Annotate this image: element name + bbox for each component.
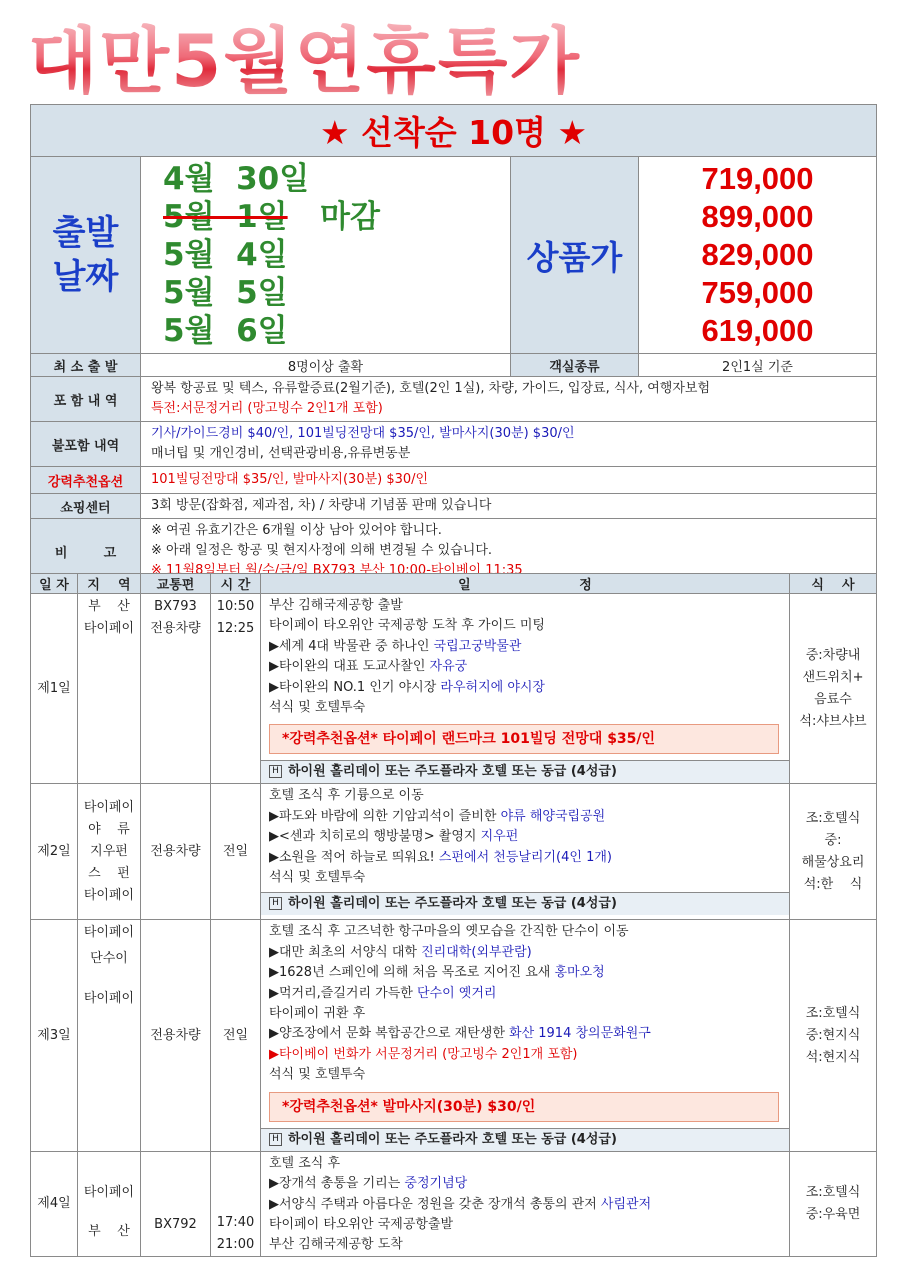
region: 타이페이 bbox=[83, 621, 135, 636]
itinerary-table bbox=[30, 573, 877, 1257]
transport: 전용차량 bbox=[141, 920, 211, 1151]
attraction: 홍마오청 bbox=[554, 965, 605, 981]
attraction: 사림관저 bbox=[600, 1196, 652, 1212]
meal: 샌드위치+ bbox=[802, 669, 864, 685]
recommended-option-value: 101빌딩전망대 $35/인, 발마사지(30분) $30/인 bbox=[141, 467, 877, 494]
region: 타이페이 bbox=[83, 799, 135, 815]
itinerary-line: 석식 및 호텔투숙 bbox=[269, 870, 366, 886]
time: 10:50 bbox=[216, 599, 255, 614]
shopping-label: 쇼핑센터 bbox=[31, 494, 141, 519]
min-departure-label: 최 소 출 발 bbox=[31, 354, 141, 377]
region: 단수이 bbox=[90, 951, 128, 967]
attraction: 중정기념당 bbox=[404, 1176, 468, 1192]
meal: 중:현지식 bbox=[805, 1027, 861, 1043]
day-row bbox=[31, 594, 877, 784]
price-value: 619,000 bbox=[701, 313, 814, 348]
price-value: 899,000 bbox=[701, 199, 814, 234]
option-box: *강력추천옵션* 발마사지(30분) $30/인 bbox=[269, 1092, 779, 1122]
itinerary-line: ▶대만 최초의 서양식 대학 진리대학(외부관람) bbox=[269, 944, 532, 960]
shopping-value: 3회 방문(잡화점, 제과점, 차) / 차량내 기념품 판매 있습니다 bbox=[141, 494, 877, 519]
itinerary-cell bbox=[261, 1151, 790, 1256]
meal: 해물상요리 bbox=[801, 854, 865, 870]
hotel-line: H 하이원 홀리데이 또는 주도플라자 호텔 또는 동급 (4성급) bbox=[261, 892, 789, 915]
region: 타이페이 bbox=[83, 991, 135, 1007]
itinerary-line: ▶서양식 주택과 아름다운 정원을 갖춘 장개석 총통의 관저 사림관저 bbox=[269, 1196, 652, 1212]
included-cell bbox=[141, 377, 877, 422]
region: 스 펀 bbox=[88, 865, 130, 881]
time: 전일 bbox=[211, 920, 261, 1151]
itinerary-line: 타이페이 타오위안 국제공항출발 bbox=[269, 1216, 454, 1232]
departure-label-cell bbox=[31, 157, 141, 354]
itinerary-line: 타이페이 귀환 후 bbox=[269, 1006, 366, 1022]
price-value: 759,000 bbox=[701, 275, 814, 310]
closed-badge: 마감 bbox=[320, 199, 380, 235]
col-region: 지 역 bbox=[78, 574, 141, 594]
attraction: 라우허지에 야시장 bbox=[440, 679, 545, 695]
excluded-line: 기사/가이드경비 $40/인, 101빌딩전망대 $35/인, 발마사지(30분) $30/인 bbox=[151, 426, 575, 441]
excluded-label: 불포함 내역 bbox=[31, 422, 141, 467]
meal-cell bbox=[790, 1151, 877, 1256]
excluded-cell bbox=[141, 422, 877, 467]
time: 21:00 bbox=[216, 1236, 255, 1252]
itinerary-line: 부산 김해국제공항 도착 bbox=[269, 1237, 403, 1253]
day-label: 제4일 bbox=[31, 1151, 78, 1256]
transport: 전용차량 bbox=[141, 784, 211, 920]
itinerary-line: 호텔 조식 후 bbox=[269, 1155, 341, 1171]
meal: 중: bbox=[824, 832, 842, 848]
itinerary-line-highlight: ▶타이베이 번화가 서문정거리 (망고빙수 2인1개 포함) bbox=[269, 1046, 578, 1062]
attraction: 화산 1914 창의문화원구 bbox=[509, 1026, 651, 1042]
attraction: 자유궁 bbox=[429, 659, 468, 675]
hotel-icon: H bbox=[269, 765, 282, 778]
day-label: 제3일 bbox=[31, 920, 78, 1151]
attraction: 스펀에서 천등날리기(4인 1개) bbox=[438, 849, 612, 865]
region: 야 류 bbox=[88, 821, 130, 837]
price-value: 719,000 bbox=[701, 161, 814, 196]
hotel-icon: H bbox=[269, 1133, 282, 1146]
price-label: 상품가 bbox=[526, 237, 623, 277]
meal: 조:호텔식 bbox=[805, 810, 861, 826]
itinerary-line: 호텔 조식 후 기륭으로 이동 bbox=[269, 788, 424, 804]
room-type-label: 객실종류 bbox=[511, 354, 639, 377]
banner-title: 대만5월연휴특가 bbox=[28, 20, 878, 102]
closed-date: 5월 1일 bbox=[163, 199, 288, 235]
min-departure-value: 8명이상 출확 bbox=[141, 354, 511, 377]
region: 타이페이 bbox=[83, 1184, 135, 1200]
included-perk: 특전:서문정거리 (망고빙수 2인1개 포함) bbox=[151, 401, 383, 416]
remark-line-highlight: ※ 11월8일부터 월/수/금/일 BX793 부산 10:00-타이베이 11:35 bbox=[151, 563, 523, 578]
departure-dates-cell bbox=[141, 157, 511, 354]
day-label: 제2일 bbox=[31, 784, 78, 920]
meal-cell bbox=[790, 920, 877, 1151]
itinerary-line: ▶장개석 총통을 기리는 중정기념당 bbox=[269, 1176, 468, 1192]
itinerary-line: 부산 김해국제공항 출발 bbox=[269, 598, 403, 613]
itinerary-cell bbox=[261, 920, 790, 1151]
hotel-line: H 하이원 홀리데이 또는 주도플라자 호텔 또는 동급 (4성급) bbox=[261, 760, 789, 783]
col-itinerary: 일 정 bbox=[261, 574, 790, 594]
region: 타이페이 bbox=[83, 887, 135, 903]
first-come-text: ★ 선착순 10명 ★ bbox=[319, 113, 588, 152]
remark-line: ※ 여권 유효기간은 6개월 이상 남아 있어야 합니다. bbox=[151, 523, 442, 538]
meal: 석:샤브샤브 bbox=[799, 713, 867, 729]
region: 부 산 bbox=[88, 1223, 130, 1239]
meal: 조:호텔식 bbox=[805, 1184, 861, 1200]
col-time: 시 간 bbox=[211, 574, 261, 594]
region: 부 산 bbox=[88, 599, 130, 614]
transport: BX793 bbox=[154, 599, 197, 614]
attraction: 국립고궁박물관 bbox=[433, 638, 522, 654]
time: 12:25 bbox=[216, 621, 255, 636]
day-row bbox=[31, 784, 877, 920]
col-day: 일 자 bbox=[31, 574, 78, 594]
meal-cell bbox=[790, 784, 877, 920]
time: 전일 bbox=[211, 784, 261, 920]
itinerary-cell bbox=[261, 784, 790, 920]
attraction: 진리대학(외부관람) bbox=[421, 944, 532, 960]
day-row bbox=[31, 1151, 877, 1256]
itinerary-line: ▶파도와 바람에 의한 기암괴석이 즐비한 야류 해양국립공원 bbox=[269, 808, 606, 824]
included-label: 포 함 내 역 bbox=[31, 377, 141, 422]
region: 지우펀 bbox=[90, 843, 128, 859]
meal: 음료수 bbox=[814, 691, 852, 707]
attraction: 야류 해양국립공원 bbox=[500, 808, 606, 824]
meal: 석:현지식 bbox=[805, 1049, 861, 1065]
option-box: *강력추천옵션* 타이페이 랜드마크 101빌딩 전망대 $35/인 bbox=[269, 724, 779, 754]
day-row bbox=[31, 920, 877, 1151]
itinerary-line: ▶타이완의 NO.1 인기 야시장 라우허지에 야시장 bbox=[269, 679, 545, 695]
itinerary-line: ▶소원을 적어 하늘로 띄워요! 스펀에서 천등날리기(4인 1개) bbox=[269, 849, 612, 865]
itinerary-line: ▶양조장에서 문화 복합공간으로 재탄생한 화산 1914 창의문화원구 bbox=[269, 1026, 651, 1042]
hotel-icon: H bbox=[269, 897, 282, 910]
transport: BX792 bbox=[141, 1151, 211, 1256]
itinerary-line: ▶먹거리,즐길거리 가득한 단수이 옛거리 bbox=[269, 985, 497, 1001]
recommended-option-label: 강력추천옵션 bbox=[31, 467, 141, 494]
hotel-line: H 하이원 홀리데이 또는 주도플라자 호텔 또는 동급 (4성급) bbox=[261, 1128, 789, 1151]
day-label: 제1일 bbox=[31, 594, 78, 784]
departure-label-1: 출발 bbox=[52, 213, 119, 253]
itinerary-cell bbox=[261, 594, 790, 784]
attraction: 지우펀 bbox=[480, 829, 519, 845]
itinerary-line: ▶<센과 치히로의 행방불명> 촬영지 지우펀 bbox=[269, 829, 519, 845]
price-label-cell bbox=[511, 157, 639, 354]
itinerary-line: 석식 및 호텔투숙 bbox=[269, 1067, 366, 1083]
attraction: 단수이 옛거리 bbox=[416, 985, 497, 1001]
col-meal: 식 사 bbox=[790, 574, 877, 594]
product-summary-table bbox=[30, 104, 877, 584]
itinerary-line: ▶타이완의 대표 도교사찰인 자유궁 bbox=[269, 659, 468, 675]
departure-label-2: 날짜 bbox=[52, 257, 119, 297]
included-line: 왕복 항공료 및 텍스, 유류할증료(2월기준), 호텔(2인 1실), 차량, 가이드, 입장료, 식사, 여행자보험 bbox=[151, 381, 711, 396]
meal: 조:호텔식 bbox=[805, 1005, 861, 1021]
meal: 석:한 식 bbox=[803, 876, 863, 892]
departure-date: 5월 4일 bbox=[163, 237, 288, 273]
departure-date: 5월 5일 bbox=[163, 275, 288, 311]
remarks-label: 비 고 bbox=[31, 519, 141, 584]
itinerary-line: 석식 및 호텔투숙 bbox=[269, 700, 366, 716]
prices-cell bbox=[639, 157, 877, 354]
price-value: 829,000 bbox=[701, 237, 814, 272]
time: 17:40 bbox=[216, 1214, 255, 1230]
departure-date: 4월 30일 bbox=[163, 161, 310, 197]
meal: 중:우육면 bbox=[805, 1206, 861, 1222]
itinerary-line: 호텔 조식 후 고즈넉한 항구마을의 옛모습을 간직한 단수이 이동 bbox=[269, 924, 629, 940]
meal: 중:차량내 bbox=[805, 647, 861, 663]
meal-cell bbox=[790, 594, 877, 784]
remark-line: ※ 아래 일정은 항공 및 현지사정에 의해 변경될 수 있습니다. bbox=[151, 543, 493, 558]
departure-date: 5월 6일 bbox=[163, 313, 288, 349]
region: 타이페이 bbox=[83, 925, 135, 941]
transport: 전용차량 bbox=[150, 621, 201, 636]
departure-date bbox=[141, 198, 510, 236]
first-come-header bbox=[31, 105, 877, 157]
room-type-value: 2인1실 기준 bbox=[639, 354, 877, 377]
excluded-line: 매너팁 및 개인경비, 선택관광비용,유류변동분 bbox=[151, 446, 411, 461]
itinerary-line: 타이페이 타오위안 국제공항 도착 후 가이드 미팅 bbox=[269, 618, 545, 634]
col-transport: 교통편 bbox=[141, 574, 211, 594]
itinerary-line: ▶1628년 스페인에 의해 처음 목조로 지어진 요새 홍마오청 bbox=[269, 965, 605, 981]
itinerary-line: ▶세계 4대 박물관 중 하나인 국립고궁박물관 bbox=[269, 638, 522, 654]
